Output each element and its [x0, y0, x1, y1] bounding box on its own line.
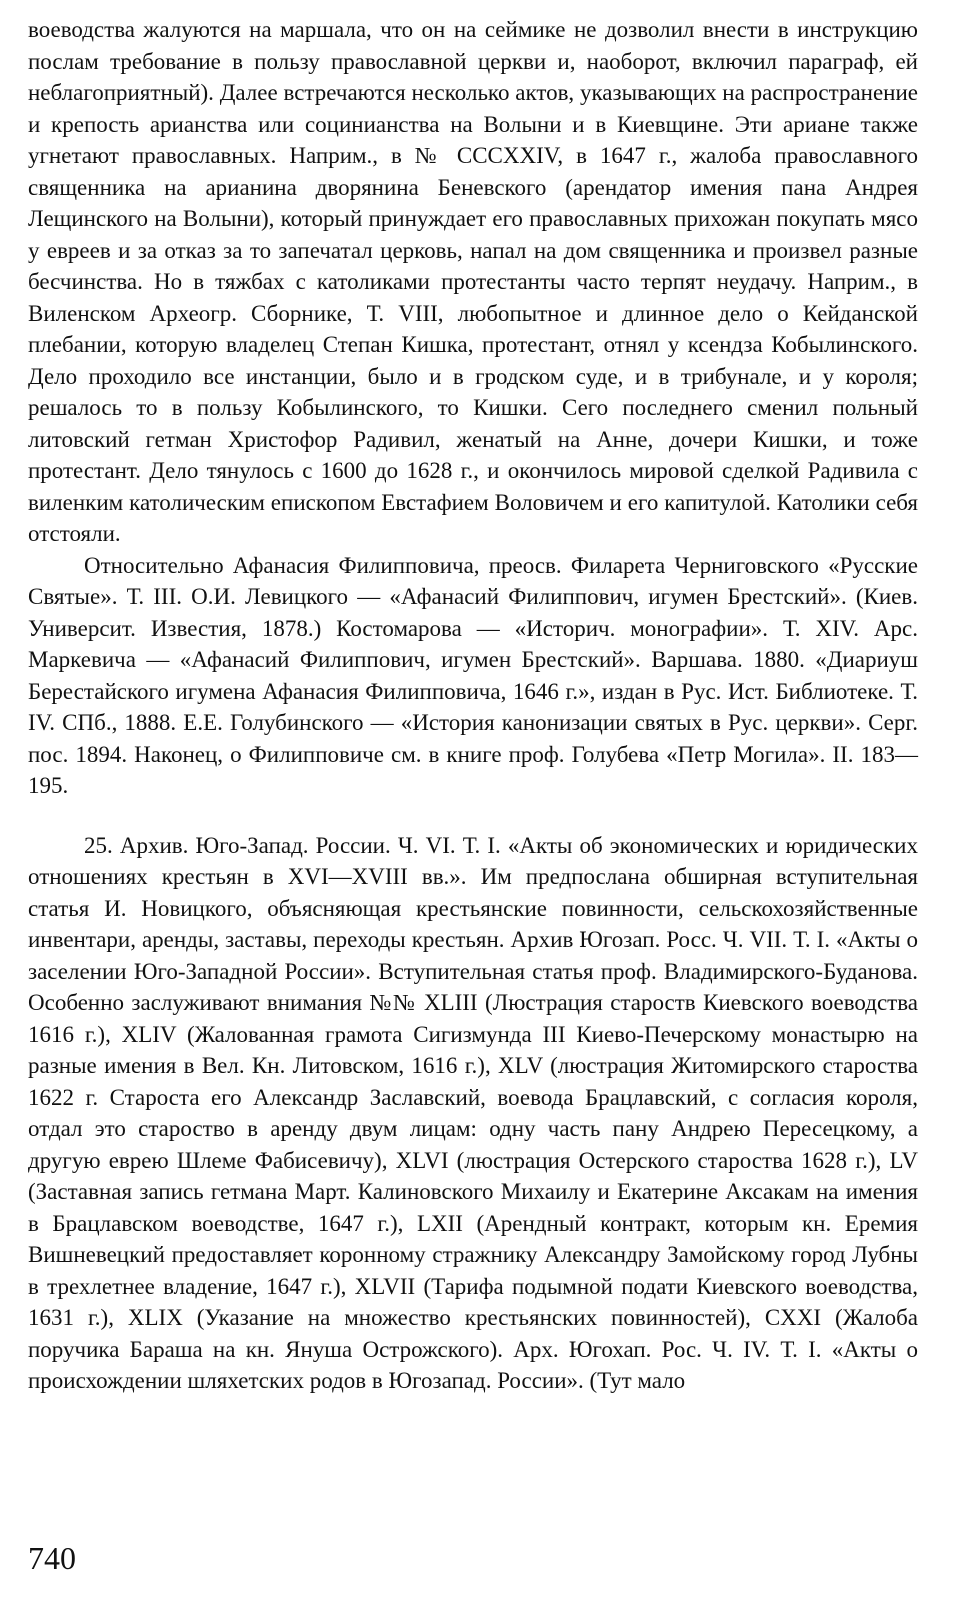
page-number: 740 — [28, 1540, 76, 1576]
paragraph-filippovich-sources: Относительно Афанасия Филипповича, преосв. Филарета Черниговского «Русские Святые». Т. III. О.И. Левицкого — «Афанасий Филиппович, игумен Брестский». (Киев. Университ. Известия, 1878.) Костомарова — «Историч. монографии». Т. XIV. Арс. Маркевича — «Афанасий Филиппович, игумен Брестский». Варшава. 1880. «Диариуш Берестайского игумена Афанасия Филипповича, 1646 г.», издан в Рус. Ист. Библиотеке. Т. IV. СПб., 1888. Е.Е. Голубинского — «История канонизации святых в Рус. церкви». Серг. пос. 1894. Наконец, о Филипповиче см. в книге проф. Голубева «Петр Могила». II. 183—195. — [28, 552, 918, 798]
paragraph-continuation: воеводства жалуются на маршала, что он на сеймике не дозволил внести в инструкцию послам требование в пользу православной церкви и, наоборот, включил параграф, ей неблагоприятный). Далее встречаются несколько актов, указывающих на распространение и крепость арианства или социнианства на Волыни и в Киевщине. Эти ариане также угнетают православных. Наприм., в № CCCXXIV, в 1647 г., жалоба православного священника на арианина дворянина Беневского (арендатор имения пана Андрея Лещинского на Волыни), который принуждает его православных прихожан покупать мясо у евреев и за отказ за то запечатал церковь, напал на дом священника и произвел разные бесчинства. Но в тяжбах с католиками протестанты часто терпят неудачу. Наприм., в Виленском Археогр. Сборнике, Т. VIII, любопытное и длинное дело о Кейданской плебании, которую владелец Степан Кишка, протестант, отнял у ксендза Кобылинского. Дело проходило все инстанции, было и в гродском суде, и в трибунале, и у короля; решалось то в пользу Кобылинского, то Кишки. Сего последнего сменил польный литовский гетман Христофор Радивил, женатый на Анне, дочери Кишки, и тоже протестант. Дело тянулось с 1600 до 1628 г., и окончилось мировой сделкой Радивила с виленким католическим епископом Евстафием Воловичем и его капитулой. Католики себя отстояли. — [28, 17, 918, 546]
paragraph-note-25: 25. Архив. Юго-Запад. России. Ч. VI. Т. I. «Акты об экономических и юридических отношениях крестьян в XVI—XVIII вв.». Им предпослана обширная вступительная статья И. Новицкого, объясняющая крестьянские повинности, сельскохозяйственные инвентари, аренды, заставы, переходы крестьян. Архив Югозап. Росс. Ч. VII. Т. I. «Акты о заселении Юго-Западной России». Вступительная статья проф. Владимирского-Буданова. Особенно заслуживают внимания №№ XLIII (Люстрация староств Киевского воеводства 1616 г.), XLIV (Жалованная грамота Сигизмунда III Киево-Печерскому монастырю на разные имения в Вел. Кн. Литовском, 1616 г.), XLV (люстрация Житомирского староства 1622 г. Староста его Александр Заславский, воевода Брацлавский, с согласия короля, отдал это староство в аренду двум лицам: одну часть пану Андрею Пересецкому, а другую еврею Шлеме Фабисевичу), XLVI (люстрация Остерского староства 1628 г.), LV (Заставная запись гетмана Март. Калиновского Михаилу и Екатерине Аксакам на имения в Брацлавском воеводстве, 1647 г.), LXII (Арендный контракт, которым кн. Еремия Вишневецкий предоставляет коронному стражнику Александру Замойскому город Лубны в трехлетнее владение, 1647 г.), XLVII (Тарифа подымной подати Киевского воеводства, 1631 г.), XLIX (Указание на множество крестьянских повинностей), CXXI (Жалоба поручика Бараша на кн. Януша Острожского). Арх. Югохап. Рос. Ч. IV. Т. I. «Акты о происхождении шляхетских родов в Югозапад. России». (Тут мало — [28, 832, 918, 1393]
section-gap — [28, 802, 918, 830]
page-body — [28, 14, 918, 1397]
